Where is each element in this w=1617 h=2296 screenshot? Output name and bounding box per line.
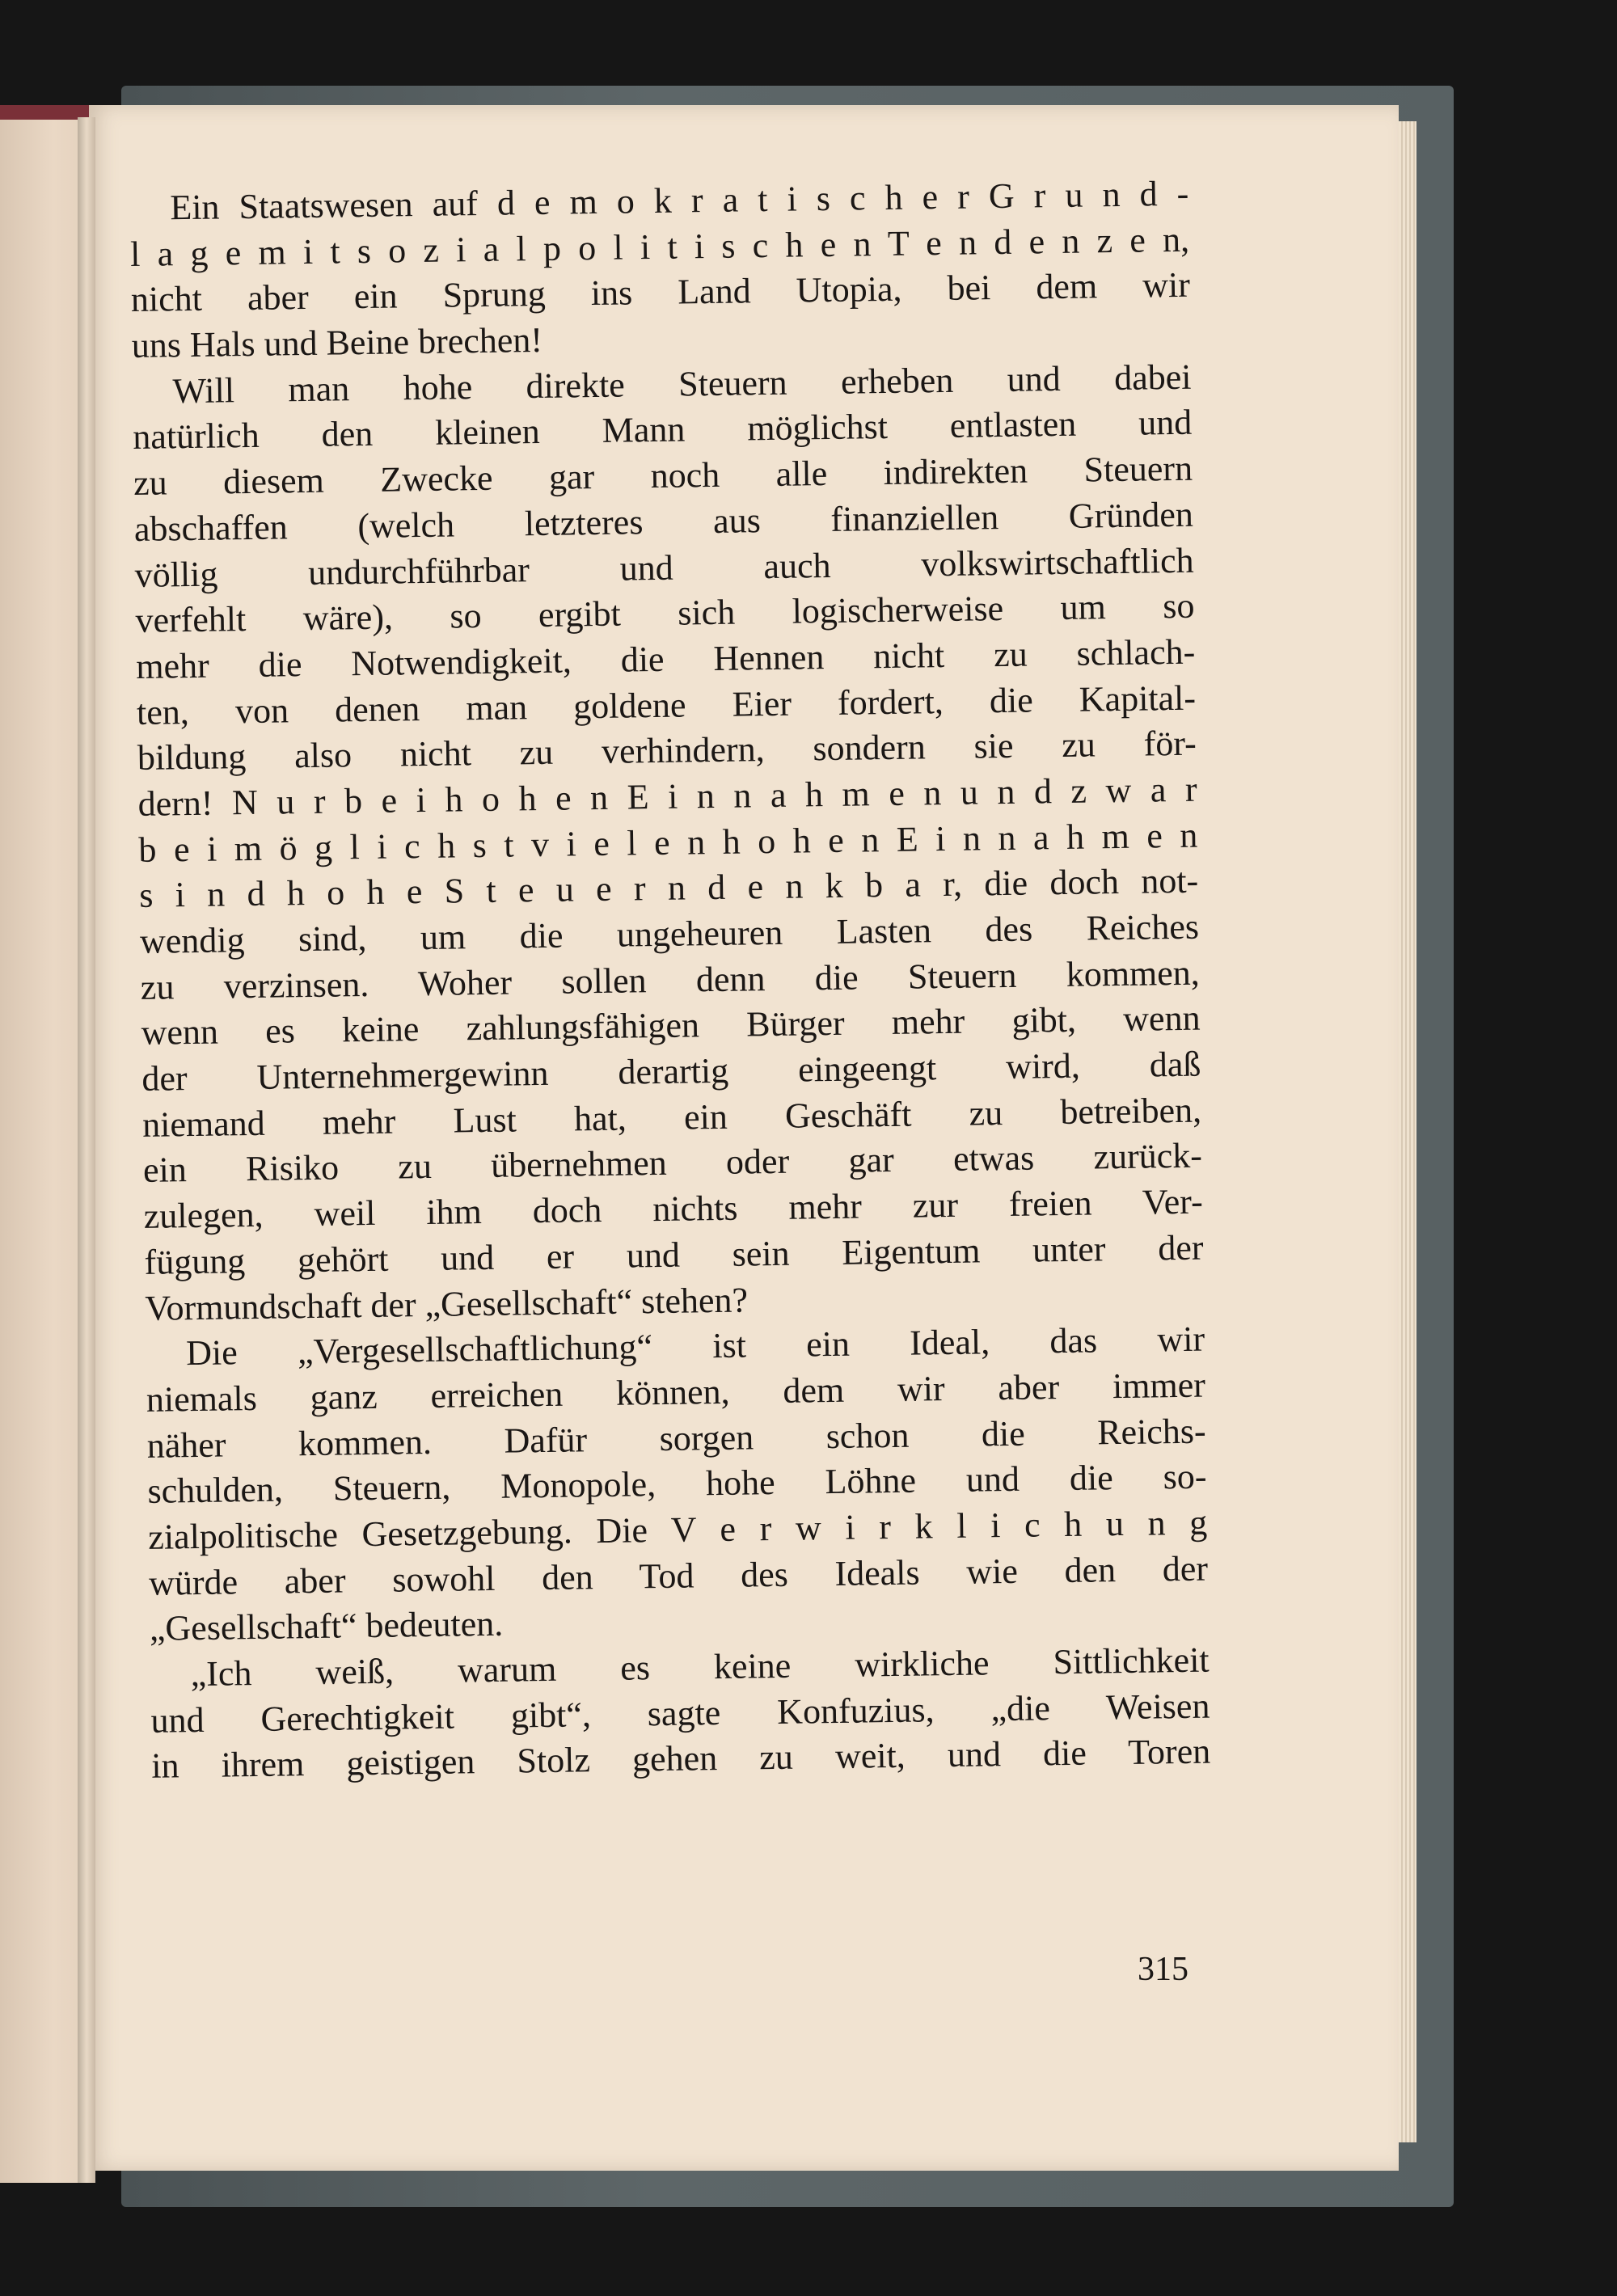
book-headband [0, 105, 89, 120]
text-line: ein Risiko zu übernehmen oder gar etwas zurück- [142, 1136, 1203, 1191]
page-text [129, 171, 1211, 1790]
text-line: und Gerechtigkeit gibt“, sagte Konfuzius, „die Weisen [150, 1686, 1210, 1741]
text-line: Die „Vergesellschaftlichung“ ist ein Ideal, das wir [185, 1319, 1205, 1374]
text-line: wendig sind, um die ungeheuren Lasten des Reiches [139, 906, 1200, 961]
text-line: Vormundschaft der „Gesellschaft“ stehen? [145, 1279, 749, 1328]
text-line: zu diesem Zwecke gar noch alle indirekten Steuern [133, 448, 1193, 504]
text-line: schulden, Steuern, Monopole, hohe Löhne und die so- [147, 1456, 1207, 1512]
text-line: verfehlt wäre), so ergibt sich logischerweise um so [135, 585, 1195, 641]
text-line: würde aber sowohl den Tod des Ideals wie den der [148, 1548, 1209, 1603]
page-number: 315 [1138, 1951, 1188, 1988]
text-line: b e i m ö g l i c h s t v i e l e n h o h e n E i n n a h m e n [138, 815, 1198, 870]
text-line: der Unternehmergewinn derartig eingeengt wird, daß [141, 1044, 1201, 1099]
text-line: „Gesellschaft“ bedeuten. [149, 1604, 504, 1649]
text-line: „Ich weiß, warum es keine wirkliche Sittlichkeit [190, 1640, 1210, 1695]
text-line: niemand mehr Lust hat, ein Geschäft zu betreiben, [141, 1090, 1202, 1145]
text-line: l a g e m i t s o z i a l p o l i t i s c h e n T e n d e n z e n, [129, 219, 1190, 274]
text-line: völlig undurchführbar und auch volkswirtschaftlich [134, 540, 1194, 595]
text-line: uns Hals und Beine brechen! [131, 319, 543, 366]
text-line: dern! N u r b e i h o h e n E i n n a h m e n u n d z w a r [137, 769, 1197, 824]
text-line: in ihrem geistigen Stolz gehen zu weit, und die Toren [150, 1731, 1211, 1787]
text-line: abschaffen (welch letzteres aus finanziellen Gründen [133, 494, 1194, 549]
text-line: zulegen, weil ihm doch nichts mehr zur freien Ver- [143, 1181, 1204, 1236]
text-line: natürlich den kleinen Mann möglichst entlasten und [132, 403, 1193, 458]
text-line: wenn es keine zahlungsfähigen Bürger mehr gibt, wenn [141, 998, 1201, 1053]
text-line: bildung also nicht zu verhindern, sondern sie zu för- [137, 723, 1197, 779]
text-line: mehr die Notwendigkeit, die Hennen nicht zu schlach- [135, 631, 1196, 686]
text-line: Will man hohe direkte Steuern erheben und dabei [172, 357, 1192, 412]
text-line: ten, von denen man goldene Eier fordert, die Kapital- [136, 677, 1197, 732]
previous-page-edge [0, 113, 89, 2183]
text-line: zu verzinsen. Woher sollen denn die Steuern kommen, [140, 952, 1201, 1007]
page-gutter [78, 117, 95, 2183]
text-line: s i n d h o h e S t e u e r n d e n k b a r, die doch not- [138, 860, 1199, 916]
text-line: niemals ganz erreichen können, dem wir aber immer [146, 1365, 1206, 1420]
text-line: fügung gehört und er und sein Eigentum unter der [144, 1227, 1204, 1282]
text-line: Ein Staatswesen auf d e m o k r a t i s c h e r G r u n d - [170, 173, 1189, 228]
text-line: nicht aber ein Sprung ins Land Utopia, bei dem wir [130, 265, 1191, 320]
text-line: näher kommen. Dafür sorgen schon die Reichs- [146, 1411, 1206, 1466]
text-line: zialpolitische Gesetzgebung. Die V e r w i r k l i c h u n g [147, 1502, 1208, 1557]
